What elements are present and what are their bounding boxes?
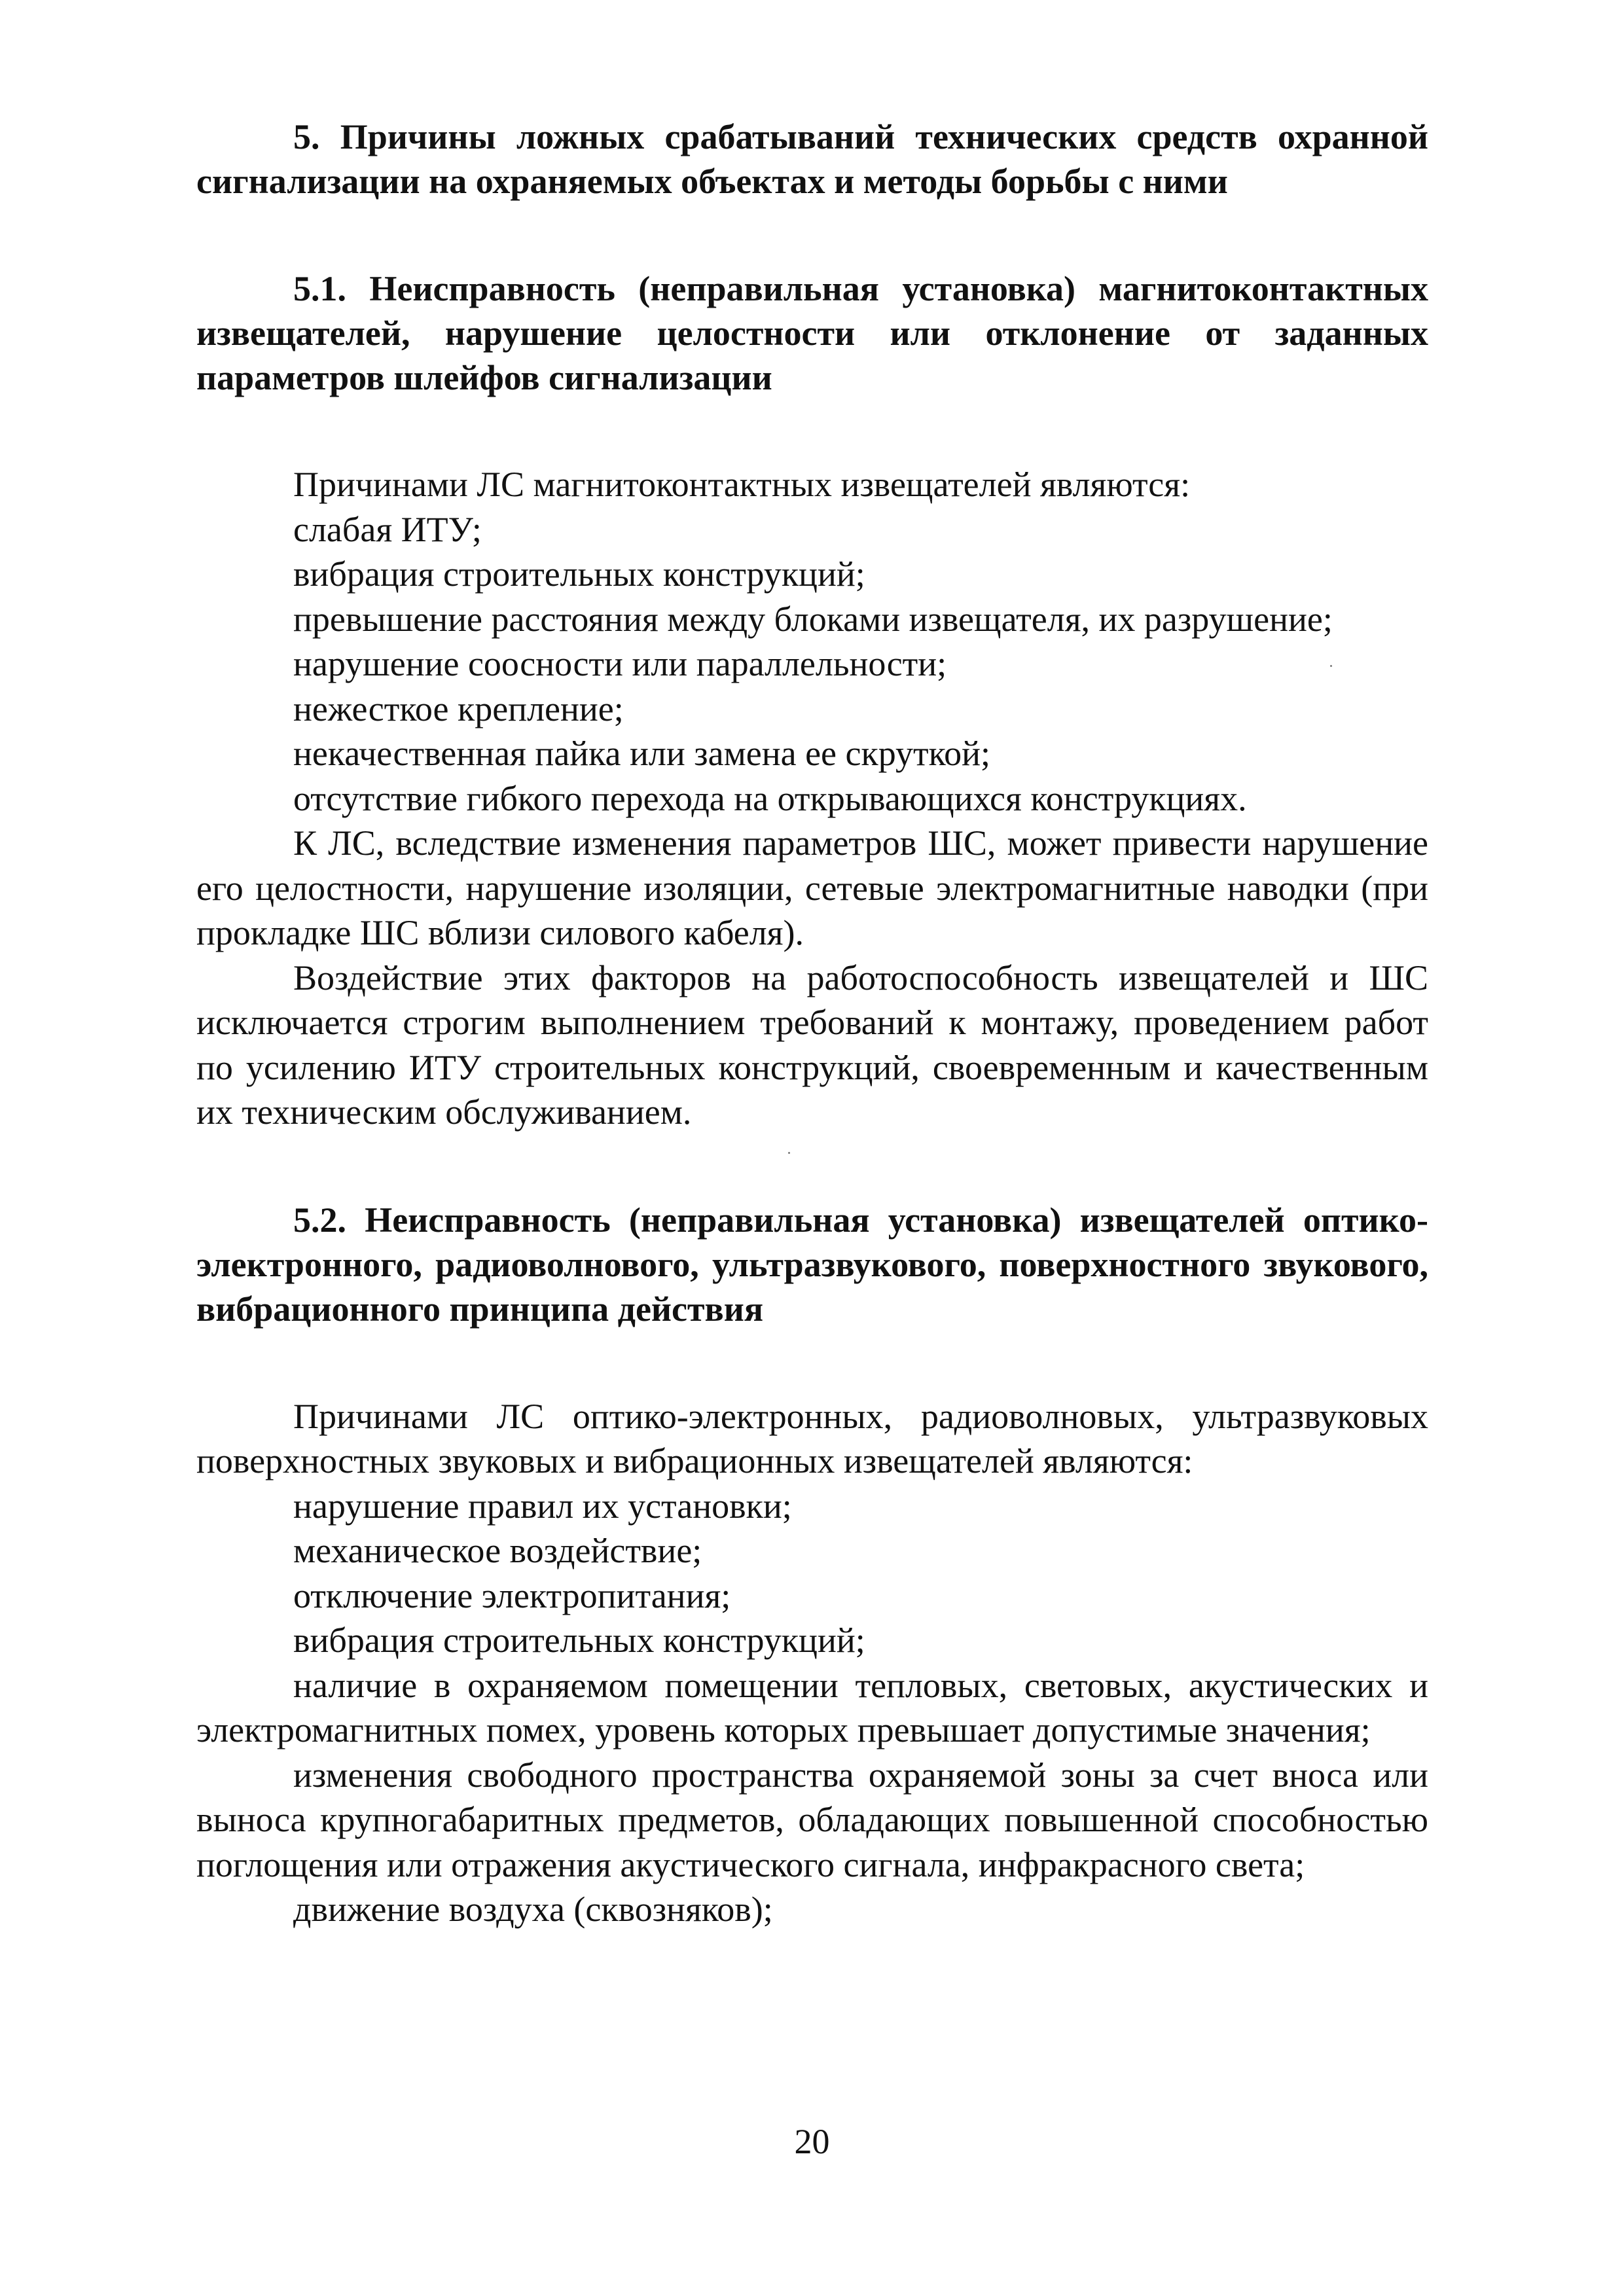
list-item: вибрация строительных конструкций; [293, 554, 865, 594]
list-item: слабая ИТУ; [293, 509, 482, 549]
list-item: нежесткое крепление; [293, 689, 624, 728]
list-item: отсутствие гибкого перехода на открывающихся конструкциях. [293, 778, 1247, 818]
list-item: некачественная пайка или замена ее скруткой; [293, 734, 990, 773]
section-5-1-heading: 5.1. Неисправность (неправильная установка) магнитоконтактных извещателей, нарушение целостности или отклонение от заданных параметров шлейфов сигнализации [196, 269, 1428, 397]
scan-speck [1330, 665, 1332, 667]
list-item: вибрация строительных конструкций; [293, 1621, 865, 1660]
list-item: нарушение соосности или параллельности; [293, 644, 947, 683]
list-item: наличие в охраняемом помещении тепловых, световых, акустических и электромагнитных помех, уровень которых превышает допустимые значения; [196, 1665, 1428, 1749]
page-number: 20 [794, 2122, 830, 2161]
list-item: механическое воздействие; [293, 1531, 702, 1570]
list-item: нарушение правил их установки; [293, 1486, 792, 1526]
section-5-2-intro: Причинами ЛС оптико-электронных, радиоволновых, ультразвуковых поверхностных звуковых и вибрационных извещателей являются: [196, 1396, 1428, 1480]
scan-speck [788, 1152, 790, 1154]
section-5-1-paragraph: К ЛС, вследствие изменения параметров ШС, может привести нарушение его целостности, нарушение изоляции, сетевые электромагнитные наводки (при прокладке ШС вблизи силового кабеля). [196, 823, 1428, 952]
list-item: отключение электропитания; [293, 1575, 731, 1615]
list-item: превышение расстояния между блоками извещателя, их разрушение; [293, 599, 1333, 639]
section-5-1-intro: Причинами ЛС магнитоконтактных извещателей являются: [293, 465, 1191, 504]
page-content [196, 115, 1428, 1932]
section-5-heading: 5. Причины ложных срабатываний технических средств охранной сигнализации на охраняемых объектах и методы борьбы с ними [196, 117, 1428, 201]
list-item: движение воздуха (сквозняков); [293, 1890, 773, 1929]
list-item: изменения свободного пространства охраняемой зоны за счет вноса или выноса крупногабаритных предметов, обладающих повышенной способностью поглощения или отражения акустического сигнала, инфракрасного света; [196, 1755, 1428, 1884]
section-5-1-paragraph: Воздействие этих факторов на работоспособность извещателей и ШС исключается строгим выполнением требований к монтажу, проведением работ по усилению ИТУ строительных конструкций, своевременным и качественным их техническим обслуживанием. [196, 958, 1428, 1132]
section-5-2-heading: 5.2. Неисправность (неправильная установка) извещателей оптико-электронного, радиоволнового, ультразвукового, поверхностного звукового, вибрационного принципа действия [196, 1200, 1428, 1329]
